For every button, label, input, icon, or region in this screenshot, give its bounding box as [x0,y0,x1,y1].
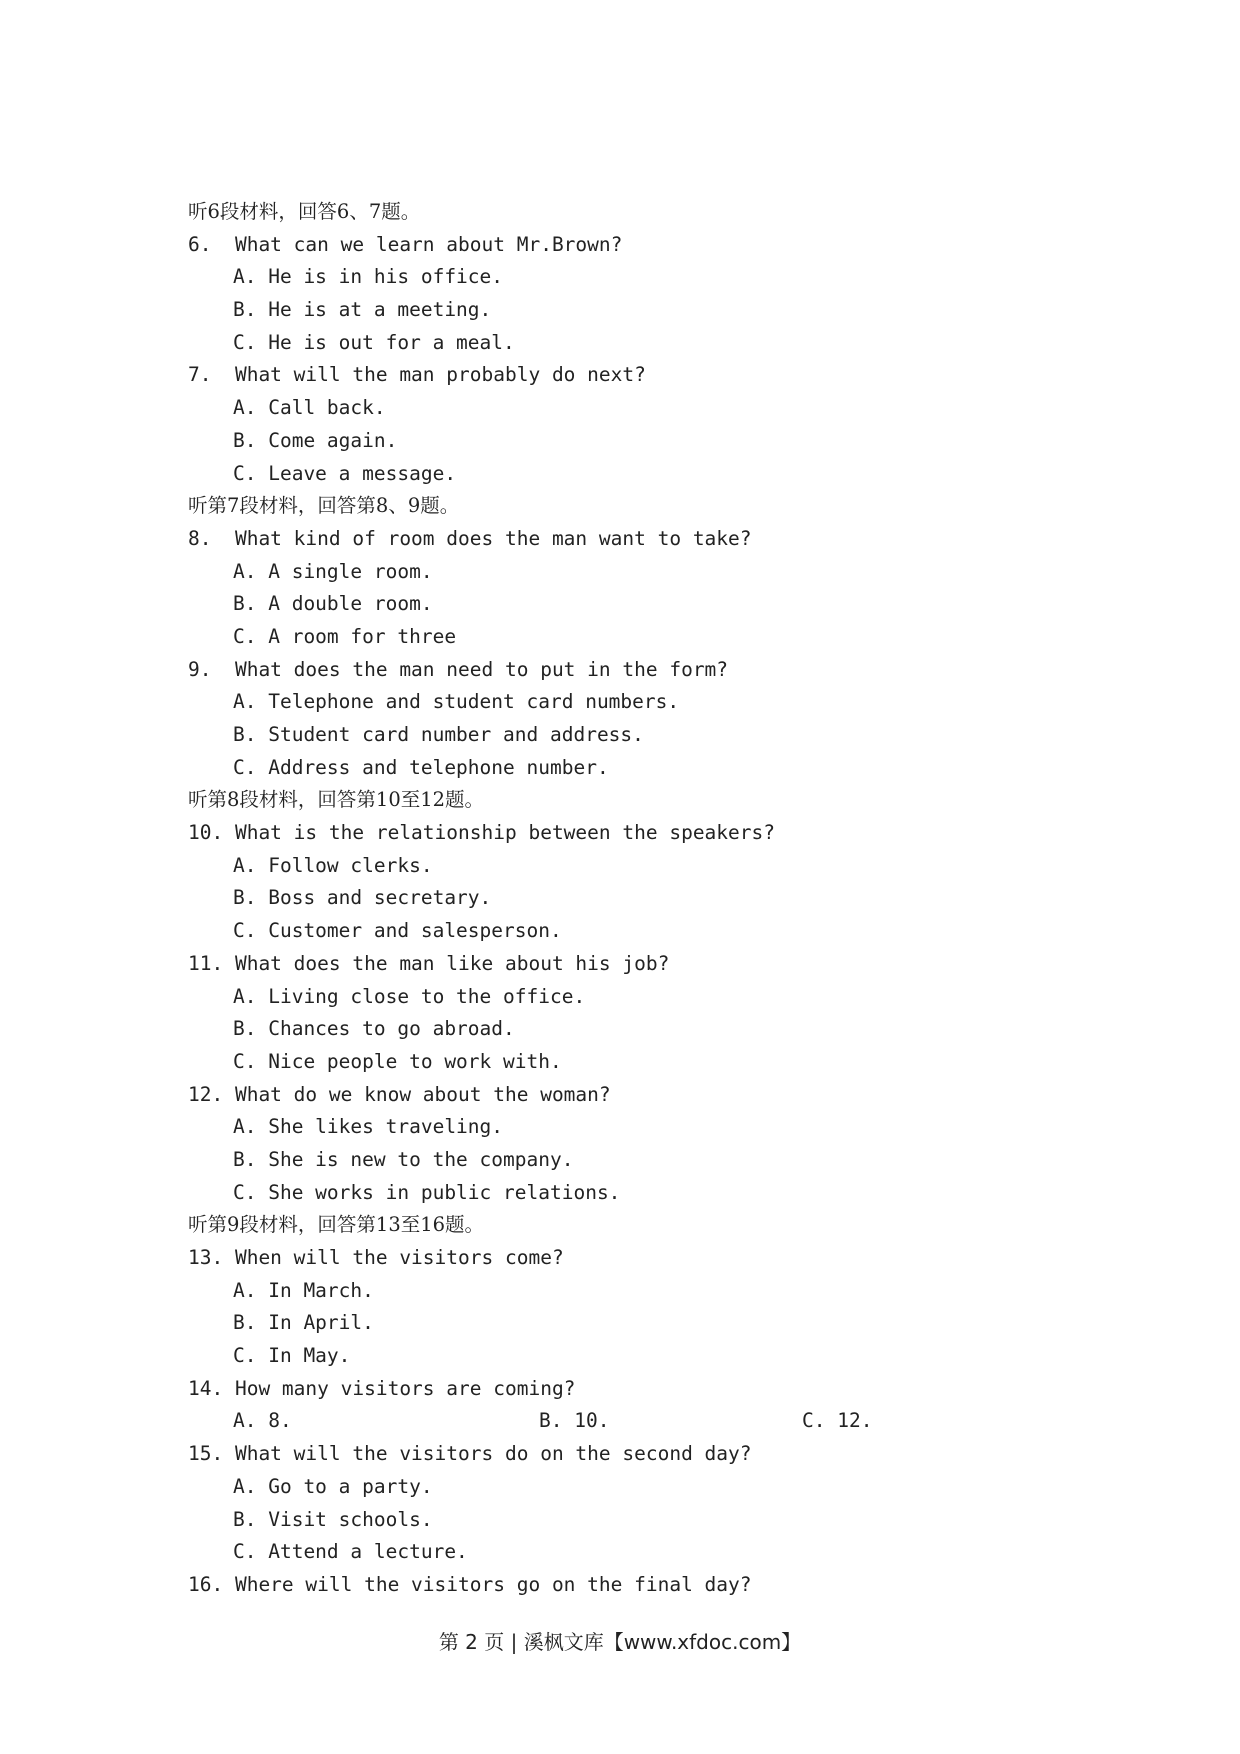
option: B. Boss and secretary. [233,886,492,910]
option: B. Come again. [233,428,398,452]
option: B. A double room. [233,592,433,616]
option: C. A room for three [233,624,457,648]
option: A. Follow clerks. [233,853,433,877]
option: C. He is out for a meal. [233,330,515,354]
question: 13. When will the visitors come? [188,1246,564,1269]
page-footer: 第 2 页 | 溪枫文库【www.xfdoc.com】 [438,1630,802,1654]
option: A. In March. [233,1278,374,1302]
section-header: 听第8段材料，回答第10至12题。 [188,788,485,812]
question: 11. What does the man like about his job? [188,951,670,975]
option: B. Chances to go abroad. [233,1017,515,1041]
option: C. Customer and salesperson. [233,919,562,943]
option: A. He is in his office. [233,265,504,289]
question: 12. What do we know about the woman? [188,1082,611,1106]
option: A. She likes traveling. [233,1115,504,1139]
option: A. Go to a party. [233,1474,433,1498]
option-row [188,1405,1088,1438]
option: B. In April. [233,1311,374,1335]
question: 7. What will the man probably do next? [188,363,646,387]
option: B. Visit schools. [233,1507,433,1531]
document-body [188,196,1088,1602]
option: C. Leave a message. [233,461,457,485]
option: A. Telephone and student card numbers. [233,690,680,714]
option: C. Nice people to work with. [233,1049,562,1073]
option: C. 12. [802,1409,873,1433]
option: C. Address and telephone number. [233,755,609,779]
question: 8. What kind of room does the man want to take? [188,526,752,550]
question: 14. How many visitors are coming? [188,1376,576,1400]
option: B. 10. [539,1409,610,1433]
question: 15. What will the visitors do on the second day? [188,1442,752,1466]
question: 9. What does the man need to put in the form? [188,657,729,681]
question: 6. What can we learn about Mr.Brown? [188,232,623,256]
option: C. In May. [233,1344,351,1368]
section-header: 听第7段材料，回答第8、9题。 [188,494,460,518]
option: A. Living close to the office. [233,984,586,1008]
option: B. He is at a meeting. [233,298,492,322]
option: C. Attend a lecture. [233,1540,468,1564]
option: A. 8. [233,1409,292,1433]
question: 10. What is the relationship between the speakers? [188,821,775,845]
option: B. Student card number and address. [233,723,644,746]
section-header: 听6段材料，回答6、7题。 [188,200,421,223]
option: A. A single room. [233,559,433,583]
option: C. She works in public relations. [233,1180,621,1204]
question: 16. Where will the visitors go on the final day? [188,1572,752,1596]
option: B. She is new to the company. [233,1147,574,1171]
option: A. Call back. [233,396,386,420]
section-header: 听第9段材料，回答第13至16题。 [188,1213,485,1237]
